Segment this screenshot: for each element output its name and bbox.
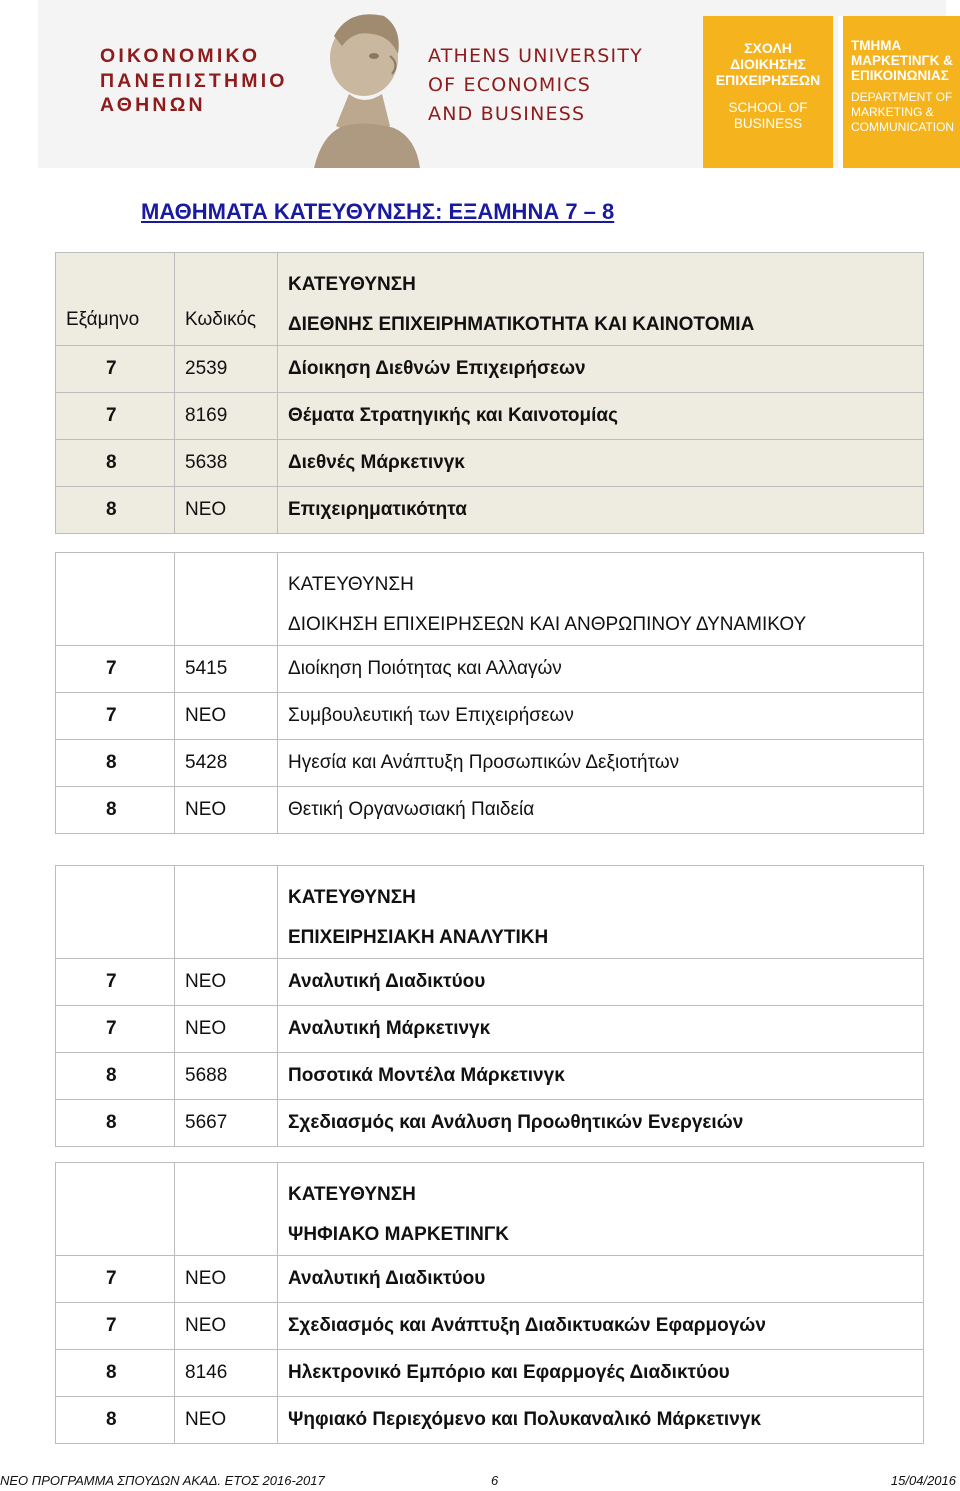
school-logo-box <box>703 16 833 168</box>
section-heading: ΚΑΤΕΥΘΥΝΣΗ ΨΗΦΙΑΚΟ ΜΑΡΚΕΤΙΝΓΚ <box>278 1163 924 1256</box>
athena-bust-logo-icon <box>294 6 424 168</box>
table-row: 7 ΝΕΟ Συμβουλευτική των Επιχειρήσεων <box>56 693 924 740</box>
header-banner <box>38 0 955 168</box>
column-header-semester: Εξάμηνο <box>56 253 175 346</box>
section-table-business-hr-management <box>55 552 924 834</box>
column-header-code: Κωδικός <box>175 253 278 346</box>
table-row: 7 5415 Διοίκηση Ποιότητας και Αλλαγών <box>56 646 924 693</box>
column-header-code <box>175 866 278 959</box>
table-row: 7 2539 Δίοικηση Διεθνών Επιχειρήσεων <box>56 346 924 393</box>
table-row: 7 ΝΕΟ Σχεδιασμός και Ανάπτυξη Διαδικτυακών Εφαρμογών <box>56 1303 924 1350</box>
table-row: 8 5638 Διεθνές Μάρκετινγκ <box>56 440 924 487</box>
department-name-english: DEPARTMENT OF MARKETING & COMMUNICATION <box>851 90 955 134</box>
table-row: 7 ΝΕΟ Αναλυτική Διαδικτύου <box>56 1256 924 1303</box>
table-row: 8 ΝΕΟ Θετική Οργανωσιακή Παιδεία <box>56 787 924 834</box>
section-heading: ΚΑΤΕΥΘΥΝΣΗ ΔΙΕΘΝΗΣ ΕΠΙΧΕΙΡΗΜΑΤΙΚΟΤΗΤΑ ΚΑΙ ΚΑΙΝΟΤΟΜΙΑ <box>278 253 924 346</box>
school-name-greek: ΣΧΟΛΗ ΔΙΟΙΚΗΣΗΣ ΕΠΙΧΕΙΡΗΣΕΩΝ <box>715 40 821 88</box>
document-title: ΜΑΘΗΜΑΤΑ ΚΑΤΕΥΘΥΝΣΗΣ: ΕΞΑΜΗΝΑ 7 – 8 <box>141 199 615 224</box>
table-row: 8 ΝΕΟ Ψηφιακό Περιεχόμενο και Πολυκαναλικό Μάρκετινγκ <box>56 1397 924 1444</box>
column-header-semester <box>56 1163 175 1256</box>
university-name-english: ATHENS UNIVERSITY OF ECONOMICS AND BUSINESS <box>428 45 643 125</box>
column-header-semester <box>56 553 175 646</box>
table-row: 8 8146 Ηλεκτρονικό Εμπόριο και Εφαρμογές Διαδικτύου <box>56 1350 924 1397</box>
section-heading: ΚΑΤΕΥΘΥΝΣΗ ΕΠΙΧΕΙΡΗΣΙΑΚΗ ΑΝΑΛΥΤΙΚΗ <box>278 866 924 959</box>
department-logo-box <box>838 16 960 168</box>
section-table-international-entrepreneurship <box>55 252 924 534</box>
school-name-english: SCHOOL OF BUSINESS <box>728 100 808 131</box>
section-header-row <box>56 1163 924 1256</box>
footer-program-text: ΝΕΟ ΠΡΟΓΡΑΜΜΑ ΣΠΟΥΔΩΝ ΑΚΑΔ. ΕΤΟΣ 2016-2017 <box>0 1473 325 1488</box>
table-row: 8 5688 Ποσοτικά Μοντέλα Μάρκετινγκ <box>56 1053 924 1100</box>
column-header-code <box>175 1163 278 1256</box>
footer-date: 15/04/2016 <box>890 1473 956 1488</box>
section-table-business-analytics <box>55 865 924 1147</box>
table-row: 8 5428 Ηγεσία και Ανάπτυξη Προσωπικών Δεξιοτήτων <box>56 740 924 787</box>
table-row: 7 ΝΕΟ Αναλυτική Μάρκετινγκ <box>56 1006 924 1053</box>
department-name-greek: ΤΜΗΜΑ ΜΑΡΚΕΤΙΝΓΚ & ΕΠΙΚΟΙΝΩΝΙΑΣ <box>851 38 953 83</box>
section-header-row <box>56 553 924 646</box>
table-row: 7 ΝΕΟ Αναλυτική Διαδικτύου <box>56 959 924 1006</box>
column-header-code <box>175 553 278 646</box>
section-table-digital-marketing <box>55 1162 924 1444</box>
table-row: 8 ΝΕΟ Επιχειρηματικότητα <box>56 487 924 534</box>
column-header-semester <box>56 866 175 959</box>
table-row: 7 8169 Θέματα Στρατηγικής και Καινοτομίας <box>56 393 924 440</box>
section-header-row <box>56 253 924 346</box>
page-number: 6 <box>491 1473 499 1488</box>
table-row: 8 5667 Σχεδιασμός και Ανάλυση Προωθητικών Ενεργειών <box>56 1100 924 1147</box>
section-header-row <box>56 866 924 959</box>
university-name-greek: ΟΙΚΟΝΟΜΙΚΟ ΠΑΝΕΠΙΣΤΗΜΙΟ ΑΘΗΝΩΝ <box>100 45 288 116</box>
section-heading: ΚΑΤΕΥΘΥΝΣΗ ΔΙΟΙΚΗΣΗ ΕΠΙΧΕΙΡΗΣΕΩΝ ΚΑΙ ΑΝΘΡΩΠΙΝΟΥ ΔΥΝΑΜΙΚΟΥ <box>278 553 924 646</box>
